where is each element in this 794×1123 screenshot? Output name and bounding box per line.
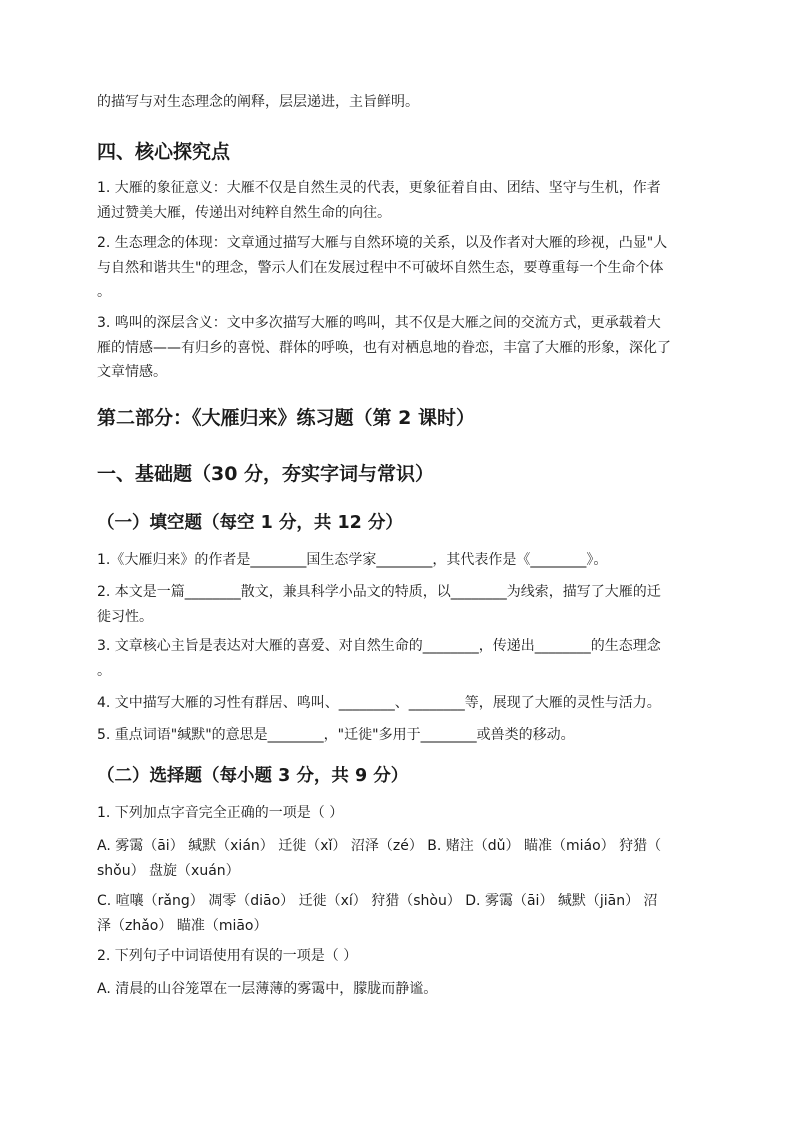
section-heading-core-points: 四、核心探究点 [97,141,231,163]
core-point-3: 3. 鸣叫的深层含义：文中多次描写大雁的鸣叫，其不仅是大雁之间的交流方式，更承载着大 雁的情感——有归乡的喜悦、群体的呼唤，也有对栖息地的眷恋，丰富了大雁的形象，深化了 文章情感。 [97,315,671,380]
core-point-1: 1. 大雁的象征意义：大雁不仅是自然生灵的代表，更象征着自由、团结、坚守与生机，作者 通过赞美大雁，传递出对纯粹自然生命的向往。 [97,180,661,221]
paragraph-intro-tail: 的描写与对生态理念的阐释，层层递进，主旨鲜明。 [97,94,419,110]
fill-blank-item-2: 2. 本文是一篇________散文，兼具科学小品文的特质，以________为线索，描写了大雁的迁 徙习性。 [97,584,661,625]
choice-options-ab: A. 雾霭（āi） 缄默（xián） 迁徙（xǐ） 沼泽（zé） B. 赌注（dǔ） 瞄准（miáo） 狩猎（ shǒu） 盘旋（xuán） [97,838,662,879]
choice-options-cd: C. 喧嚷（rǎng） 凋零（diāo） 迁徙（xí） 狩猎（shòu） D. 雾霭（āi） 缄默（jiān） 沼 泽（zhǎo） 瞄准（miāo） [97,893,658,934]
fill-blank-item-1: 1.《大雁归来》的作者是________国生态学家________，其代表作是《________》。 [97,552,608,568]
fill-blank-item-3: 3. 文章核心主旨是表达对大雁的喜爱、对自然生命的________，传递出________的生态理念 。 [97,638,661,679]
fill-blank-heading: （一）填空题（每空 1 分，共 12 分） [97,513,403,533]
choice-question-2: 2. 下列句子中词语使用有误的一项是（ ） [97,948,358,964]
basic-questions-heading: 一、基础题（30 分，夯实字词与常识） [97,463,435,485]
fill-blank-item-5: 5. 重点词语"缄默"的意思是________，"迁徙"多用于________或兽类的移动。 [97,727,575,743]
part-two-heading: 第二部分：《大雁归来》练习题（第 2 课时） [97,407,475,429]
choice-question-1: 1. 下列加点字音完全正确的一项是（ ） [97,805,344,821]
core-point-2: 2. 生态理念的体现：文章通过描写大雁与自然环境的关系，以及作者对大雁的珍视，凸显"人 与自然和谐共生"的理念，警示人们在发展过程中不可破坏自然生态，要尊重每一个生命个体 。 [97,235,668,300]
choice-option-a: A. 清晨的山谷笼罩在一层薄薄的雾霭中，朦胧而静谧。 [97,981,438,997]
multiple-choice-heading: （二）选择题（每小题 3 分，共 9 分） [97,766,409,786]
fill-blank-item-4: 4. 文中描写大雁的习性有群居、鸣叫、________、________等，展现了大雁的灵性与活力。 [97,695,661,711]
